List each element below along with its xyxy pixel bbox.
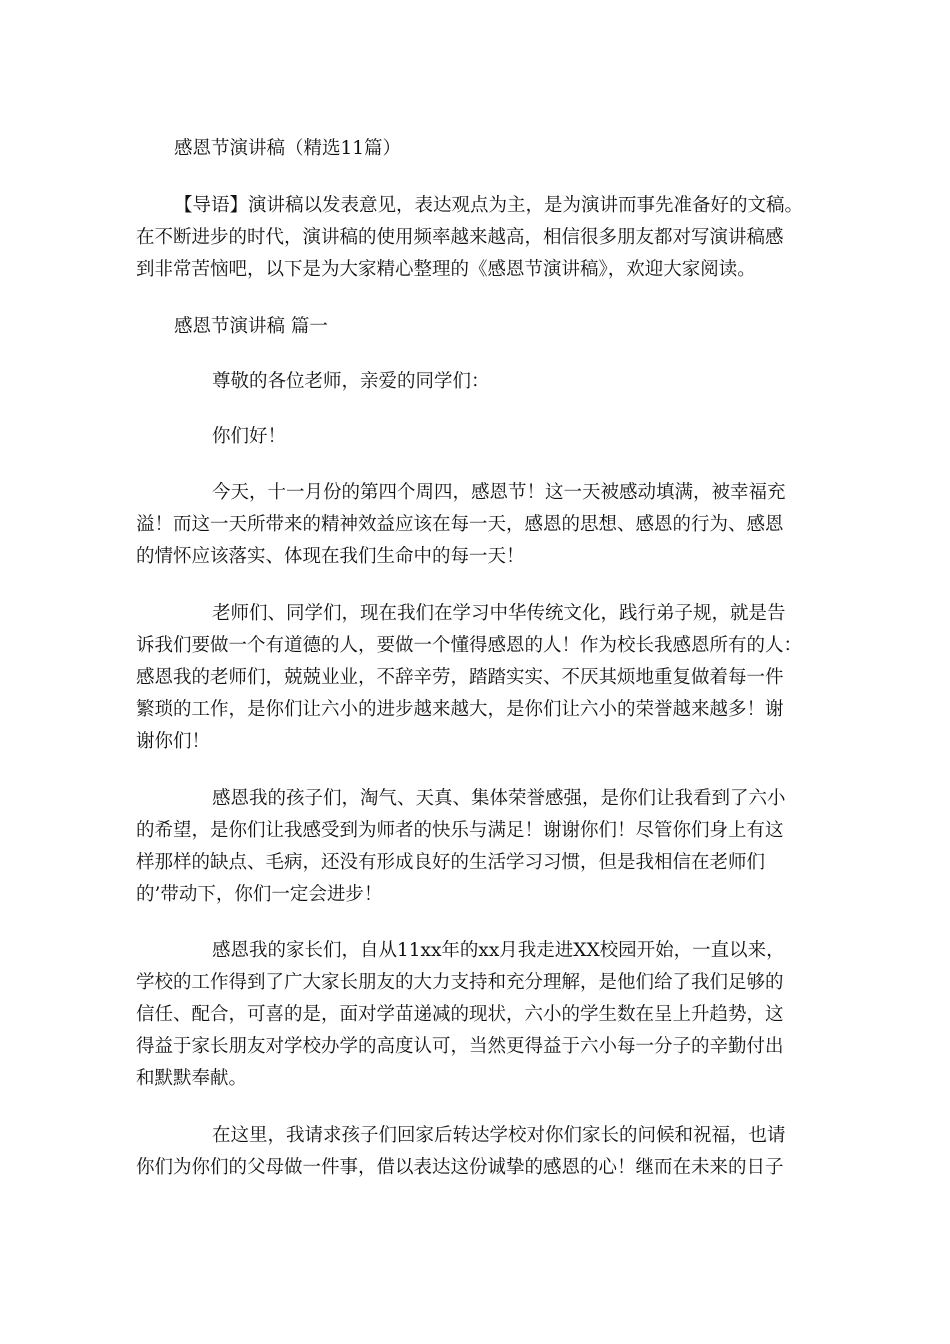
paragraph-line: 感恩我的老师们，兢兢业业，不辞辛劳，踏踏实实、不厌其烦地重复做着每一件 (136, 667, 784, 688)
paragraph-line: 学校的工作得到了广大家长朋友的大力支持和充分理解，是他们给了我们足够的 (136, 972, 784, 993)
paragraph-line: 感恩我的孩子们，淘气、天真、集体荣誉感强，是你们让我看到了六小 (212, 788, 786, 809)
intro-line: 到非常苦恼吧，以下是为大家精心整理的《感恩节演讲稿》，欢迎大家阅读。 (136, 259, 756, 280)
intro-line: 【导语】演讲稿以发表意见，表达观点为主，是为演讲而事先准备好的文稿。 (174, 195, 804, 216)
paragraph-line: 溢！而这一天所带来的精神效益应该在每一天，感恩的思想、感恩的行为、感恩 (136, 514, 784, 535)
paragraph-line: 老师们、同学们，现在我们在学习中华传统文化，践行弟子规，就是告 (212, 603, 786, 624)
paragraph-line: 今天，十一月份的第四个周四，感恩节！这一天被感动填满，被幸福充 (212, 482, 786, 503)
paragraph-line: 的希望，是你们让我感受到为师者的快乐与满足！谢谢你们！尽管你们身上有这 (136, 820, 784, 841)
paragraph-line: 信任、配合，可喜的是，面对学苗递减的现状，六小的学生数在呈上升趋势，这 (136, 1004, 784, 1025)
paragraph-line: 你们为你们的父母做一件事，借以表达这份诚挚的感恩的心！继而在未来的日子 (136, 1157, 784, 1178)
paragraph-line: 繁琐的工作，是你们让六小的进步越来越大，是你们让六小的荣誉越来越多！谢 (136, 699, 784, 720)
salutation: 尊敬的各位老师，亲爱的同学们： (212, 371, 490, 392)
paragraph-line: 得益于家长朋友对学校办学的高度认可，当然更得益于六小每一分子的辛勤付出 (136, 1036, 784, 1057)
paragraph-line: 样那样的缺点、毛病，还没有形成良好的生活学习习惯，但是我相信在老师们 (136, 852, 766, 873)
document-title: 感恩节演讲稿（精选11篇） (174, 138, 402, 159)
paragraph-line: 诉我们要做一个有道德的人，要做一个懂得感恩的人！作为校长我感恩所有的人： (136, 635, 803, 656)
intro-line: 在不断进步的时代，演讲稿的使用频率越来越高，相信很多朋友都对写演讲稿感 (136, 227, 784, 248)
paragraph-line: 感恩我的家长们，自从11xx年的xx月我走进XX校园开始，一直以来， (212, 940, 785, 961)
paragraph-line: 谢你们！ (136, 731, 211, 752)
paragraph-line: 和默默奉献。 (136, 1068, 248, 1089)
section-heading: 感恩节演讲稿 篇一 (174, 316, 328, 337)
paragraph-line: 的情怀应该落实、体现在我们生命中的每一天！ (136, 546, 525, 567)
paragraph-line: 在这里，我请求孩子们回家后转达学校对你们家长的问候和祝福，也请 (212, 1125, 786, 1146)
paragraph-line: 的’带动下，你们一定会进步！ (136, 884, 383, 905)
greeting: 你们好！ (212, 426, 287, 447)
